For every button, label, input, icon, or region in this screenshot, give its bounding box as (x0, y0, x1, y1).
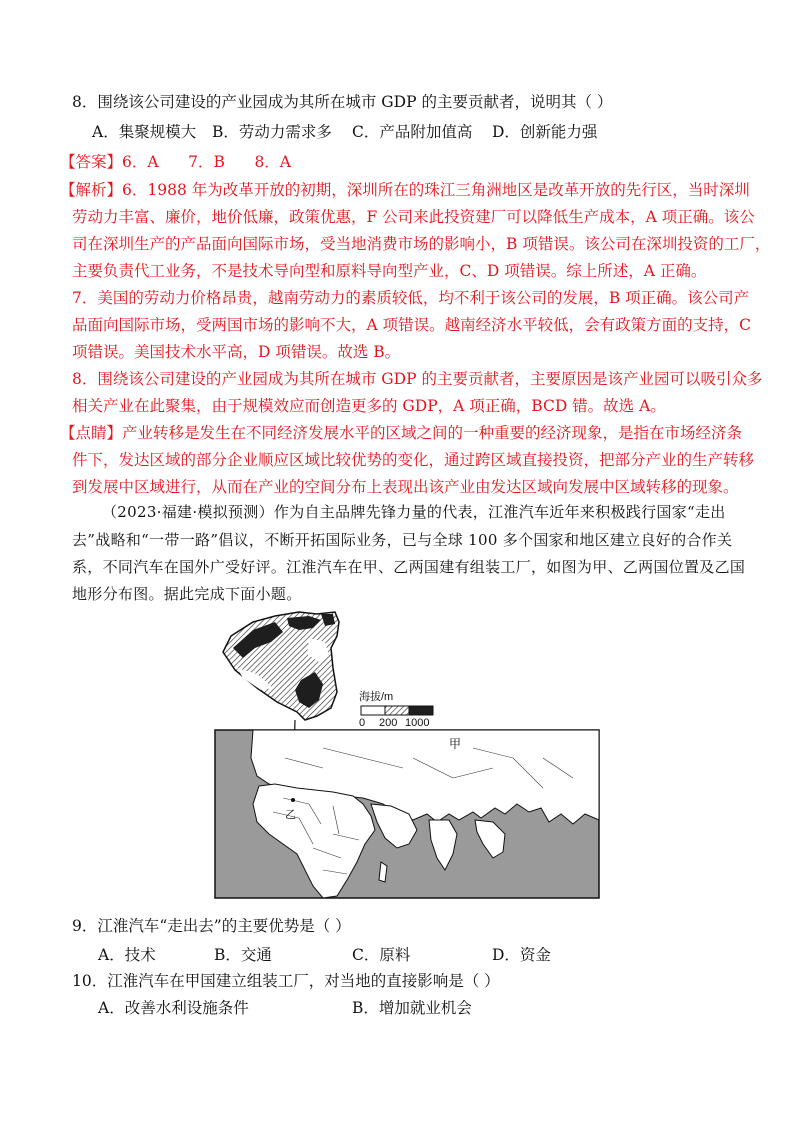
answer-tag: 【答案】 (60, 153, 123, 171)
intro-line: （2023·福建·模拟预测）作为自主品牌先锋力量的代表，江淮汽车近年来积极践行国家“走出 (102, 503, 726, 521)
q9-option-a: A．技术 (98, 946, 156, 964)
analysis-7-line: 项错误。美国技术水平高，D 项错误。故选 B。 (72, 343, 401, 361)
label-jia: 甲 (449, 737, 462, 751)
q8-stem: 8．围绕该公司建设的产业园成为其所在城市 GDP 的主要贡献者，说明其（ ） (72, 93, 613, 111)
remark-line: 产业转移是发生在不同经济发展水平的区域之间的一种重要的经济现象，是指在市场经济条 (122, 424, 743, 442)
analysis-6-line: 主要负责代工业务，不是技术导向型和原料导向型产业，C、D 项错误。综上所述，A 正确。 (72, 262, 707, 280)
legend-title: 海拔/m (359, 691, 394, 703)
analysis-7-line: 7．美国的劳动力价格昂贵，越南劳动力的素质较低，均不利于该公司的发展，B 项正确。该公司产 (72, 289, 750, 307)
analysis-8-line: 8．围绕该公司建设的产业园成为其所在城市 GDP 的主要贡献者，主要原因是该产业园可以吸引众多 (72, 370, 763, 388)
q9-option-b: B．交通 (214, 946, 272, 964)
q10-stem: 10．江淮汽车在甲国建立组装工厂，对当地的直接影响是（ ） (72, 972, 500, 990)
analysis-6-line: 6．1988 年为改革开放的初期，深圳所在的珠江三角洲地区是改革开放的先行区，当时深圳 (122, 181, 750, 199)
legend-tick: 200 (379, 717, 398, 729)
inset-country-terrain (223, 612, 339, 720)
intro-line: 去”战略和“一带一路”倡议，不断开拓国际业务，已与全球 100 多个国家和地区建立良好的合作关 (72, 531, 733, 549)
legend-tick: 0 (359, 717, 366, 729)
map-svg (213, 608, 601, 900)
q9-option-c: C．原料 (352, 946, 411, 964)
q10-option-a: A．改善水利设施条件 (98, 999, 249, 1017)
intro-line: 系，不同汽车在国外广受好评。江淮汽车在甲、乙两国建有组装工厂，如图为甲、乙两国位置及乙国 (72, 558, 746, 576)
legend-tick: 1000 (405, 717, 430, 729)
q8-option-d: D．创新能力强 (492, 123, 598, 141)
map-figure (213, 608, 601, 900)
analysis-line-1 (60, 180, 750, 200)
remark-line: 到发展中区域进行，从而在产业的空间分布上表现出该产业由发达区域向发展中区域转移的现象。 (72, 478, 739, 496)
remark-line-1 (60, 423, 742, 443)
label-yi: 乙 (285, 809, 296, 821)
world-map (215, 730, 599, 898)
elevation-legend (359, 689, 433, 729)
analysis-7-line: 品面向国际市场，受两国市场的影响不大，A 项错误。越南经济水平较低，会有政策方面的支持，C (72, 316, 751, 334)
remark-tag: 【点睛】 (60, 424, 123, 442)
answer-line (60, 152, 291, 172)
q8-option-b: B．劳动力需求多 (212, 123, 332, 141)
intro-line: 地形分布图。据此完成下面小题。 (72, 585, 302, 603)
analysis-6-line: 劳动力丰富、廉价，地价低廉，政策优惠，F 公司来此投资建厂可以降低生产成本，A 项正确。该公 (72, 208, 755, 226)
analysis-8-line: 相关产业在此聚集，由于规模效应而创造更多的 GDP，A 项正确，BCD 错。故选 A。 (72, 397, 666, 415)
q8-option-c: C．产品附加值高 (352, 123, 473, 141)
q10-option-b: B．增加就业机会 (352, 999, 472, 1017)
analysis-tag: 【解析】 (60, 181, 123, 199)
q9-stem: 9．江淮汽车“走出去”的主要优势是（ ） (72, 917, 351, 935)
answer-text: 6．A 7．B 8．A (122, 153, 292, 171)
analysis-6-line: 司在深圳生产的产品面向国际市场，受当地消费市场的影响小，B 项错误。该公司在深圳投资的工厂， (72, 235, 771, 253)
remark-line: 件下，发达区域的部分企业顺应区域比较优势的变化，通过跨区域直接投资，把部分产业的生产转移 (72, 451, 755, 469)
q8-option-a: A．集聚规模大 (92, 123, 197, 141)
q9-option-d: D．资金 (492, 946, 551, 964)
